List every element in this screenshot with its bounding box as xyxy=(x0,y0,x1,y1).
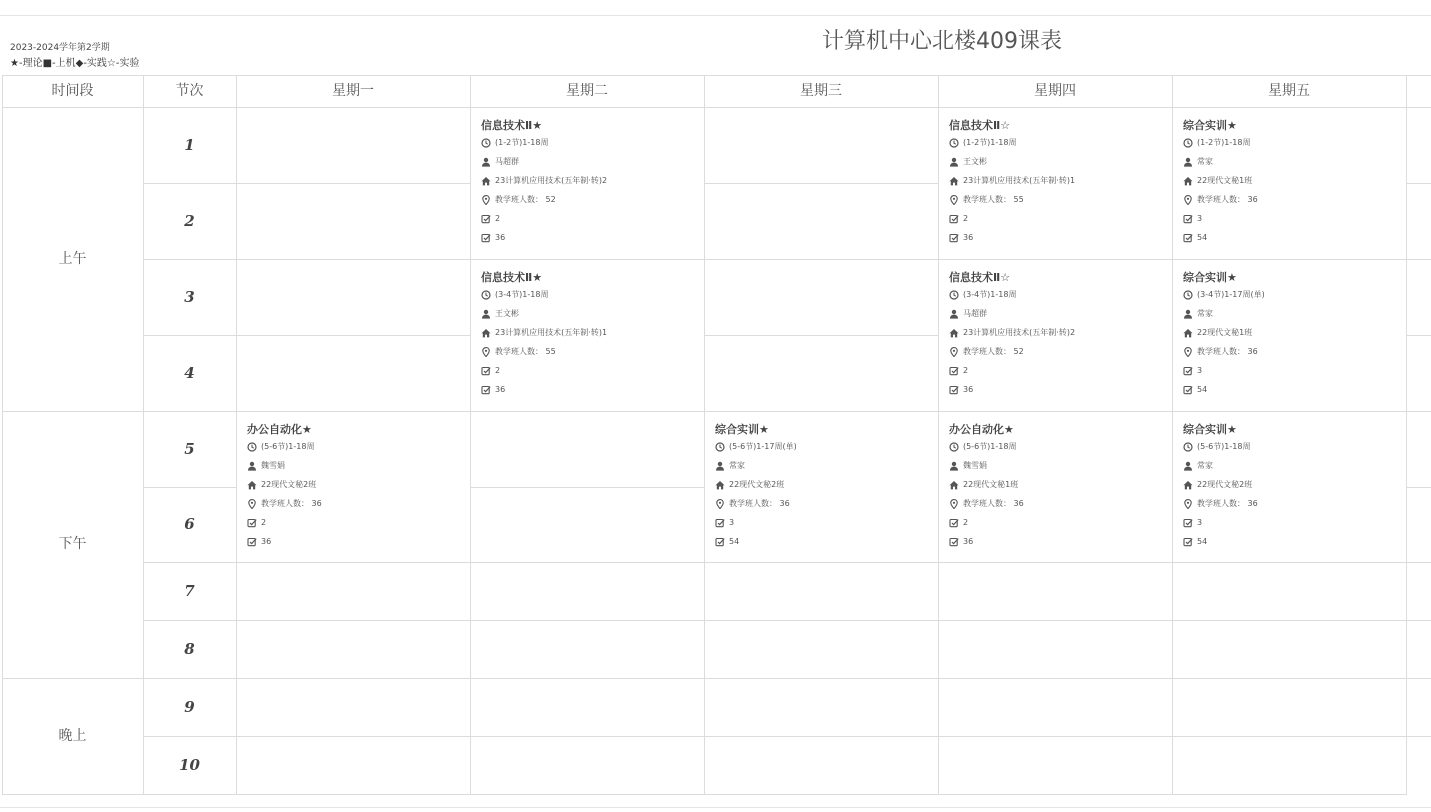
course-teacher-row xyxy=(1183,152,1406,171)
location-pin-icon xyxy=(481,347,491,357)
course-count-row xyxy=(481,190,704,209)
course-v2-row xyxy=(1183,380,1406,399)
course-teacher: 魏雪娟 xyxy=(261,461,285,470)
course-count-row xyxy=(1183,342,1406,361)
clock-icon xyxy=(1183,442,1193,452)
course-count-row xyxy=(247,494,470,513)
course-class-row xyxy=(481,171,704,190)
course-teacher: 常家 xyxy=(1197,309,1213,318)
column-header: 时间段 xyxy=(51,83,94,99)
course-v2-row xyxy=(481,380,704,399)
course-v2: 36 xyxy=(261,537,272,546)
course-count: 教学班人数： 55 xyxy=(495,347,556,356)
home-icon xyxy=(1183,480,1193,490)
course-class: 23计算机应用技术(五年制·转)1 xyxy=(495,328,608,337)
slot-number: 6 xyxy=(184,515,195,533)
location-pin-icon xyxy=(481,195,491,205)
check-square-icon xyxy=(481,385,491,395)
check-square-icon xyxy=(715,518,725,528)
course-teacher-row xyxy=(949,456,1172,475)
course-name: 信息技术Ⅱ☆ xyxy=(949,271,1011,284)
course-v2: 54 xyxy=(1197,537,1208,546)
course-time-row xyxy=(949,437,1172,456)
course-v1: 3 xyxy=(1197,366,1203,375)
course-v1: 2 xyxy=(495,214,501,223)
course-count: 教学班人数： 36 xyxy=(963,499,1024,508)
course-count: 教学班人数： 36 xyxy=(1197,499,1258,508)
clock-icon xyxy=(949,442,959,452)
column-header: 星期一 xyxy=(332,83,374,99)
course-v2-row xyxy=(949,380,1172,399)
course-class-row xyxy=(481,323,704,342)
check-square-icon xyxy=(1183,518,1193,528)
course-v2: 54 xyxy=(729,537,740,546)
term-label: 2023-2024学年第2学期 xyxy=(10,43,110,53)
course-v1-row xyxy=(949,209,1172,228)
course-class-row xyxy=(1183,171,1406,190)
course-v2-row xyxy=(1183,228,1406,247)
course-class: 22现代文秘2班 xyxy=(261,480,317,489)
course-name: 综合实训★ xyxy=(1183,119,1237,132)
course-count: 教学班人数： 36 xyxy=(1197,195,1258,204)
course-count-row xyxy=(949,342,1172,361)
course-card[interactable] xyxy=(939,108,1172,259)
course-count: 教学班人数： 52 xyxy=(963,347,1024,356)
course-teacher: 王文彬 xyxy=(963,157,987,166)
clock-icon xyxy=(1183,138,1193,148)
slot-number: 5 xyxy=(184,440,195,458)
column-header: 星期四 xyxy=(1034,83,1076,99)
course-v1: 3 xyxy=(729,518,735,527)
check-square-icon xyxy=(1183,233,1193,243)
check-square-icon xyxy=(247,537,257,547)
course-class: 23计算机应用技术(五年制·转)1 xyxy=(963,176,1076,185)
course-time: (3-4节)1-17周(单) xyxy=(1197,290,1265,299)
course-teacher-row xyxy=(481,152,704,171)
course-name: 综合实训★ xyxy=(715,423,769,436)
course-time-row xyxy=(481,133,704,152)
course-count: 教学班人数： 36 xyxy=(1197,347,1258,356)
column-divider-line xyxy=(1406,75,1407,794)
clock-icon xyxy=(481,138,491,148)
course-teacher: 马超群 xyxy=(963,309,987,318)
location-pin-icon xyxy=(247,499,257,509)
course-time-row xyxy=(481,285,704,304)
course-v2-row xyxy=(949,532,1172,551)
course-card[interactable] xyxy=(1173,260,1406,411)
course-v2-row xyxy=(247,532,470,551)
course-card[interactable] xyxy=(939,412,1172,562)
clock-icon xyxy=(481,290,491,300)
course-count-row xyxy=(1183,190,1406,209)
course-name: 综合实训★ xyxy=(1183,271,1237,284)
course-class-row xyxy=(1183,475,1406,494)
course-name: 办公自动化★ xyxy=(949,423,1014,436)
course-name: 信息技术Ⅱ★ xyxy=(481,119,543,132)
user-icon xyxy=(949,461,959,471)
course-class-row xyxy=(949,475,1172,494)
course-v2: 54 xyxy=(1197,385,1208,394)
course-count-row xyxy=(481,342,704,361)
course-v1: 2 xyxy=(963,518,969,527)
course-class: 22现代文秘1班 xyxy=(1197,328,1253,337)
check-square-icon xyxy=(949,233,959,243)
course-class-row xyxy=(949,323,1172,342)
course-v2-row xyxy=(1183,532,1406,551)
home-icon xyxy=(1183,328,1193,338)
location-pin-icon xyxy=(949,499,959,509)
course-v1-row xyxy=(481,361,704,380)
course-time-row xyxy=(949,133,1172,152)
course-teacher-row xyxy=(949,152,1172,171)
course-card[interactable] xyxy=(1173,108,1406,259)
course-card[interactable] xyxy=(471,260,704,411)
course-class: 23计算机应用技术(五年制·转)2 xyxy=(495,176,608,185)
location-pin-icon xyxy=(949,347,959,357)
course-teacher: 常家 xyxy=(729,461,745,470)
course-teacher: 魏雪娟 xyxy=(963,461,987,470)
course-count: 教学班人数： 36 xyxy=(729,499,790,508)
home-icon xyxy=(715,480,725,490)
clock-icon xyxy=(247,442,257,452)
home-icon xyxy=(949,328,959,338)
course-v1: 2 xyxy=(495,366,501,375)
course-count-row xyxy=(1183,494,1406,513)
check-square-icon xyxy=(1183,366,1193,376)
check-square-icon xyxy=(949,214,959,224)
course-v2: 36 xyxy=(495,385,506,394)
course-time-row xyxy=(247,437,470,456)
course-class-row xyxy=(1183,323,1406,342)
user-icon xyxy=(715,461,725,471)
clock-icon xyxy=(949,138,959,148)
location-pin-icon xyxy=(1183,195,1193,205)
slot-divider-line xyxy=(143,620,1431,621)
home-icon xyxy=(247,480,257,490)
course-teacher-row xyxy=(1183,456,1406,475)
course-class-row xyxy=(247,475,470,494)
course-time-row xyxy=(1183,437,1406,456)
course-time-row xyxy=(1183,285,1406,304)
course-v2-row xyxy=(481,228,704,247)
course-class: 22现代文秘1班 xyxy=(1197,176,1253,185)
course-card[interactable] xyxy=(237,412,470,562)
course-v1-row xyxy=(1183,513,1406,532)
slot-number: 9 xyxy=(184,698,195,716)
user-icon xyxy=(949,309,959,319)
course-time: (3-4节)1-18周 xyxy=(963,290,1017,299)
course-name: 信息技术Ⅱ☆ xyxy=(949,119,1011,132)
column-header: 星期二 xyxy=(566,83,608,99)
home-icon xyxy=(949,176,959,186)
check-square-icon xyxy=(1183,537,1193,547)
course-teacher-row xyxy=(481,304,704,323)
home-icon xyxy=(1183,176,1193,186)
location-pin-icon xyxy=(715,499,725,509)
check-square-icon xyxy=(715,537,725,547)
course-v2-row xyxy=(715,532,938,551)
slot-divider-line xyxy=(143,562,1431,563)
course-class: 22现代文秘2班 xyxy=(729,480,785,489)
column-header: 星期三 xyxy=(800,83,842,99)
course-time: (3-4节)1-18周 xyxy=(495,290,549,299)
course-v2-row xyxy=(949,228,1172,247)
course-teacher-row xyxy=(715,456,938,475)
course-time: (5-6节)1-18周 xyxy=(963,442,1017,451)
type-legend: ★-理论■-上机◆-实践☆-实验 xyxy=(10,58,140,69)
check-square-icon xyxy=(1183,214,1193,224)
course-time-row xyxy=(949,285,1172,304)
check-square-icon xyxy=(481,366,491,376)
slot-number: 7 xyxy=(184,582,195,600)
course-count: 教学班人数： 52 xyxy=(495,195,556,204)
course-time-row xyxy=(1183,133,1406,152)
course-v1-row xyxy=(949,513,1172,532)
check-square-icon xyxy=(481,214,491,224)
course-card[interactable] xyxy=(471,108,704,259)
period-label: 晚上 xyxy=(58,728,87,744)
course-class-row xyxy=(715,475,938,494)
user-icon xyxy=(1183,461,1193,471)
slot-number: 8 xyxy=(184,640,195,658)
course-count: 教学班人数： 55 xyxy=(963,195,1024,204)
course-teacher: 马超群 xyxy=(495,157,519,166)
slot-number: 10 xyxy=(179,756,200,774)
course-card[interactable] xyxy=(705,412,938,562)
location-pin-icon xyxy=(1183,499,1193,509)
column-header: 星期五 xyxy=(1268,83,1310,99)
course-v1-row xyxy=(247,513,470,532)
course-v1-row xyxy=(949,361,1172,380)
clock-icon xyxy=(715,442,725,452)
course-teacher-row xyxy=(949,304,1172,323)
slot-number: 1 xyxy=(184,136,195,154)
grid-bottom-line xyxy=(2,794,1407,795)
course-teacher-row xyxy=(247,456,470,475)
course-v1-row xyxy=(715,513,938,532)
course-v1: 2 xyxy=(963,214,969,223)
home-icon xyxy=(481,328,491,338)
course-v1-row xyxy=(481,209,704,228)
clock-icon xyxy=(949,290,959,300)
period-label: 下午 xyxy=(58,536,87,552)
course-time: (1-2节)1-18周 xyxy=(963,138,1017,147)
course-teacher-row xyxy=(1183,304,1406,323)
course-count-row xyxy=(949,494,1172,513)
course-v2: 54 xyxy=(1197,233,1208,242)
check-square-icon xyxy=(949,518,959,528)
course-teacher: 常家 xyxy=(1197,461,1213,470)
course-v1-row xyxy=(1183,361,1406,380)
slot-number: 4 xyxy=(184,364,195,382)
course-card[interactable] xyxy=(939,260,1172,411)
course-count: 教学班人数： 36 xyxy=(261,499,322,508)
course-name: 综合实训★ xyxy=(1183,423,1237,436)
course-count-row xyxy=(949,190,1172,209)
user-icon xyxy=(1183,157,1193,167)
course-teacher: 常家 xyxy=(1197,157,1213,166)
home-icon xyxy=(481,176,491,186)
user-icon xyxy=(949,157,959,167)
course-time: (1-2节)1-18周 xyxy=(1197,138,1251,147)
course-v2: 36 xyxy=(963,537,974,546)
course-time: (5-6节)1-18周 xyxy=(1197,442,1251,451)
slot-number: 2 xyxy=(184,212,195,230)
user-icon xyxy=(481,157,491,167)
location-pin-icon xyxy=(949,195,959,205)
check-square-icon xyxy=(949,366,959,376)
page-title: 计算机中心北楼409课表 xyxy=(822,29,1062,54)
slot-divider-line xyxy=(143,736,1431,737)
check-square-icon xyxy=(949,385,959,395)
check-square-icon xyxy=(1183,385,1193,395)
course-v1: 3 xyxy=(1197,214,1203,223)
course-name: 办公自动化★ xyxy=(247,423,312,436)
course-time: (5-6节)1-17周(单) xyxy=(729,442,797,451)
column-header: 节次 xyxy=(175,83,204,99)
course-time: (1-2节)1-18周 xyxy=(495,138,549,147)
course-card[interactable] xyxy=(1173,412,1406,562)
course-v1: 3 xyxy=(1197,518,1203,527)
course-v1: 2 xyxy=(261,518,267,527)
course-count-row xyxy=(715,494,938,513)
timetable-header xyxy=(0,16,1431,75)
course-class-row xyxy=(949,171,1172,190)
course-v2: 36 xyxy=(495,233,506,242)
location-pin-icon xyxy=(1183,347,1193,357)
course-name: 信息技术Ⅱ★ xyxy=(481,271,543,284)
course-v1-row xyxy=(1183,209,1406,228)
bottom-border xyxy=(0,807,1431,808)
user-icon xyxy=(247,461,257,471)
slot-number: 3 xyxy=(184,288,195,306)
course-v1: 2 xyxy=(963,366,969,375)
check-square-icon xyxy=(247,518,257,528)
course-class: 22现代文秘1班 xyxy=(963,480,1019,489)
check-square-icon xyxy=(481,233,491,243)
course-time-row xyxy=(715,437,938,456)
course-v2: 36 xyxy=(963,233,974,242)
check-square-icon xyxy=(949,537,959,547)
course-teacher: 王文彬 xyxy=(495,309,519,318)
user-icon xyxy=(1183,309,1193,319)
course-class: 22现代文秘2班 xyxy=(1197,480,1253,489)
period-label: 上午 xyxy=(58,251,87,267)
home-icon xyxy=(949,480,959,490)
course-class: 23计算机应用技术(五年制·转)2 xyxy=(963,328,1076,337)
clock-icon xyxy=(1183,290,1193,300)
course-time: (5-6节)1-18周 xyxy=(261,442,315,451)
course-v2: 36 xyxy=(963,385,974,394)
user-icon xyxy=(481,309,491,319)
